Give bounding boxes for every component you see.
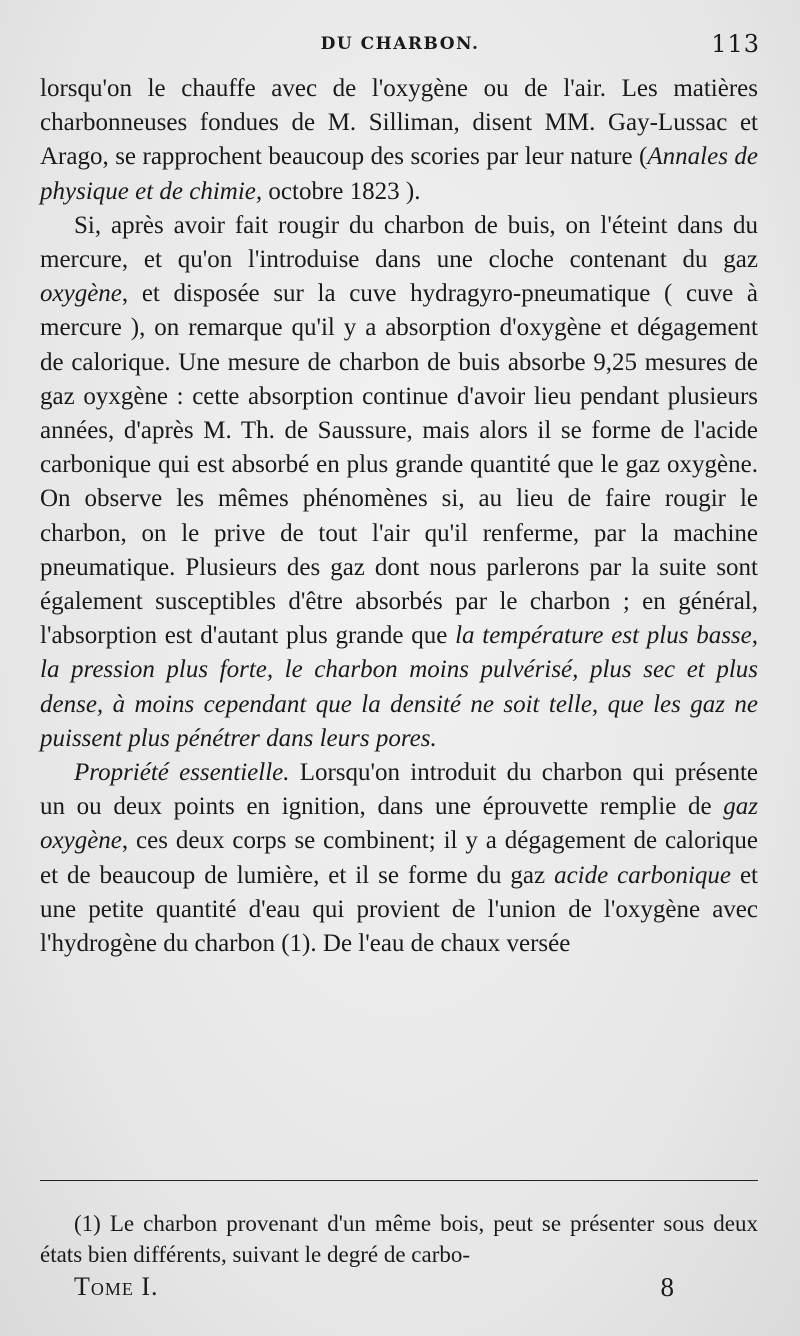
paragraph-1-text: lorsqu'on le chauffe avec de l'oxygène ou de l'air. Les matières charbonneuses fondues de M. Silliman, disent MM. Gay-Lussac et Arago, se rapprochent beaucoup des scories par leur nature (	[40, 75, 758, 171]
paragraph-3-emphasis-2: acide carbonique	[554, 861, 732, 889]
page-footer	[74, 1272, 674, 1312]
paragraph-3-emphasis-1: gaz oxygène	[40, 793, 758, 855]
page-number: 113	[711, 30, 760, 58]
paragraph-1-citation: Annales de physique et de chimie,	[40, 143, 758, 205]
running-head	[40, 30, 760, 64]
body-text	[40, 72, 758, 961]
paragraph-2-text-a: Si, après avoir fait rougir du charbon de buis, on l'éteint dans du mercure, et qu'on l'introduise dans une cloche contenant du gaz	[40, 211, 758, 274]
paragraph-2-text-b: , et disposée sur la cuve hydragyro-pneumatique ( cuve à mercure ), on remarque qu'il y a absorption d'oxygène et dégagement de calorique. Une mesure de charbon de buis absorbe 9,25 mesures de gaz oyxgène : cette absorption continue d'avoir lieu pendant plusieurs années, d'après M. Th. de Saussure, mais alors il se forme de l'acide carbonique qui est absorbé en plus grande quantité que le gaz oxygène. On observe les mêmes phénomènes si, au lieu de faire rougir le charbon, on le prive de tout l'air qu'il renferme, par la machine pneumatique. Plusieurs des gaz dont nous parlerons par la suite sont également susceptibles d'être absorbés par le charbon ; en général, l'absorption est d'autant plus grande que	[40, 280, 758, 650]
paragraph-1	[40, 72, 758, 209]
signature-mark: 8	[660, 1272, 674, 1302]
paragraph-3	[40, 756, 758, 961]
paragraph-2	[40, 209, 758, 756]
paragraph-3-heading: Propriété essentielle.	[74, 759, 290, 787]
paragraph-3-text-a: Lorsqu'on introduit du charbon qui présente un ou deux points en ignition, dans une éprouvette remplie de	[40, 759, 758, 821]
footnote: (1) Le charbon provenant d'un même bois, peut se présenter sous deux états bien différents, suivant le degré de carbo-	[40, 1211, 758, 1267]
paragraph-2-emphasis-1: oxygène	[40, 280, 122, 308]
volume-label: Tome I.	[74, 1272, 159, 1301]
paragraph-1-end: octobre 1823 ).	[262, 177, 421, 205]
paragraph-2-emphasis-2: la température est plus basse, la pression plus forte, le charbon moins pulvérisé, plus sec et plus dense, à moins cependant que la densité ne soit telle, que les gaz ne puissent plus pénétrer dans leurs pores.	[40, 622, 758, 752]
paragraph-3-text-b: , ces deux corps se combinent; il y a dégagement de calorique et de beaucoup de lumière, et il se forme du gaz	[40, 827, 758, 889]
running-title: DU CHARBON.	[320, 34, 480, 54]
paragraph-3-text-c: et une petite quantité d'eau qui provient de l'union de l'oxygène avec l'hydrogène du charbon (1). De l'eau de chaux versée	[40, 861, 758, 958]
footnote-rule	[40, 1180, 758, 1181]
